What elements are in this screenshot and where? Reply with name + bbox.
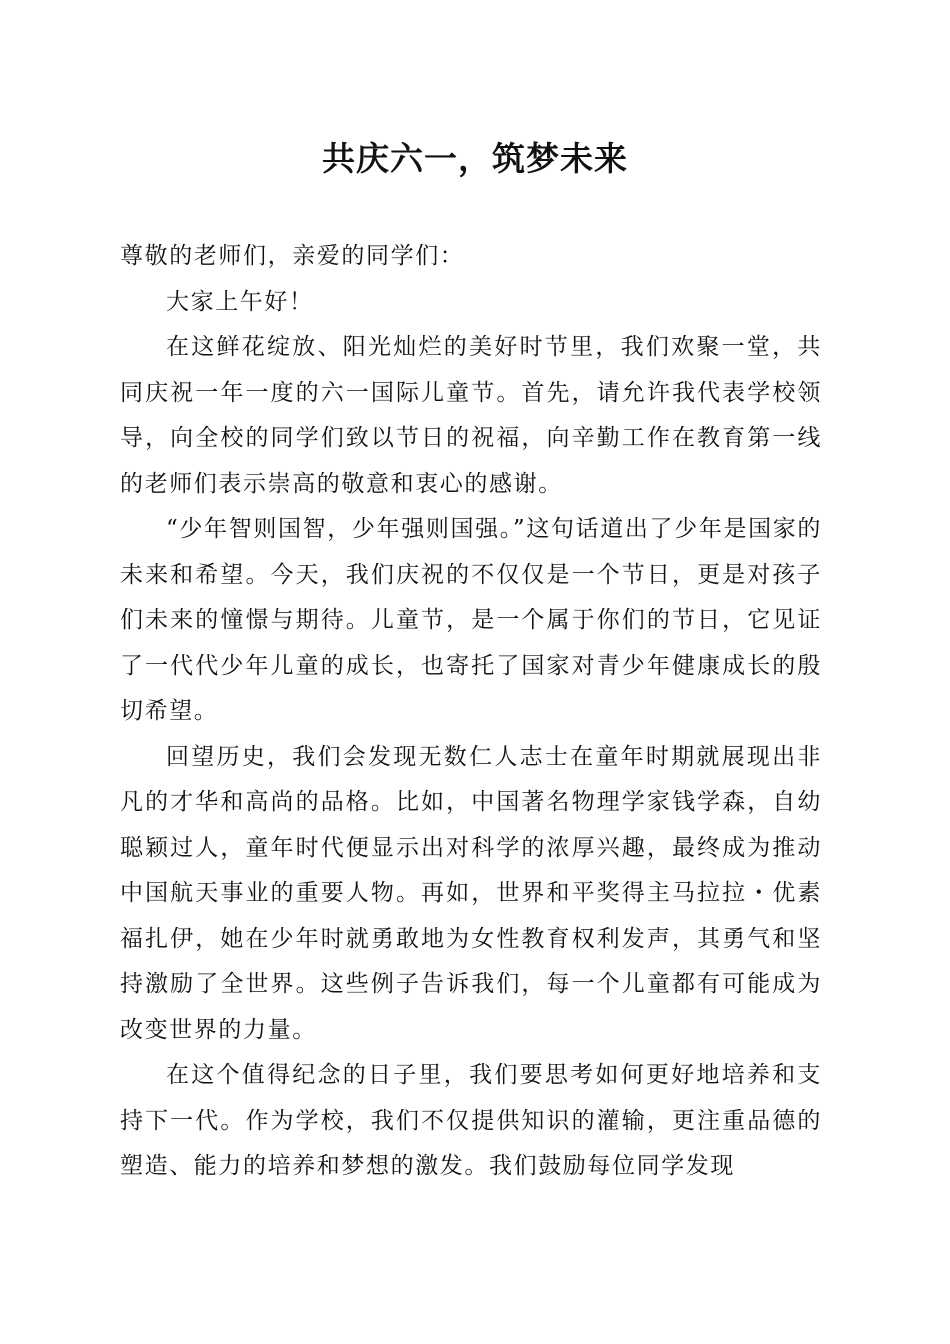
salutation: 尊敬的老师们，亲爱的同学们： [120, 243, 465, 269]
paragraph-greeting: 大家上午好！ [166, 288, 314, 315]
paragraph-history: 回望历史，我们会发现无数仁人志士在童年时期就展现出非凡的才华和高尚的品格。比如，中国著名物理学家钱学森，自幼聪颖过人，童年时代便显示出对科学的浓厚兴趣，最终成为推动中国航天事业的重要人物。再如，世界和平奖得主马拉拉・优素福扎伊，她在少年时就勇敢地为女性教育权利发声，其勇气和坚持激励了全世界。这些例子告诉我们，每一个儿童都有可能成为改变世界的力量。 [120, 743, 822, 1043]
paragraph-opening: 在这鲜花绽放、阳光灿烂的美好时节里，我们欢聚一堂，共同庆祝一年一度的六一国际儿童节。首先，请允许我代表学校领导，向全校的同学们致以节日的祝福，向辛勤工作在教育第一线的老师们表示崇高的敬意和衷心的感谢。 [120, 334, 822, 497]
paragraph-school: 在这个值得纪念的日子里，我们要思考如何更好地培养和支持下一代。作为学校，我们不仅提供知识的灌输，更注重品德的塑造、能力的培养和梦想的激发。我们鼓励每位同学发现 [120, 1062, 822, 1179]
document-body [120, 234, 822, 1190]
paragraph-quote: “少年智则国智，少年强则国强。”这句话道出了少年是国家的未来和希望。今天，我们庆祝的不仅仅是一个节日，更是对孩子们未来的憧憬与期待。儿童节，是一个属于你们的节日，它见证了一代代少年儿童的成长，也寄托了国家对青少年健康成长的殷切希望。 [120, 516, 822, 724]
document-title: 共庆六一，筑梦未来 [322, 139, 628, 178]
